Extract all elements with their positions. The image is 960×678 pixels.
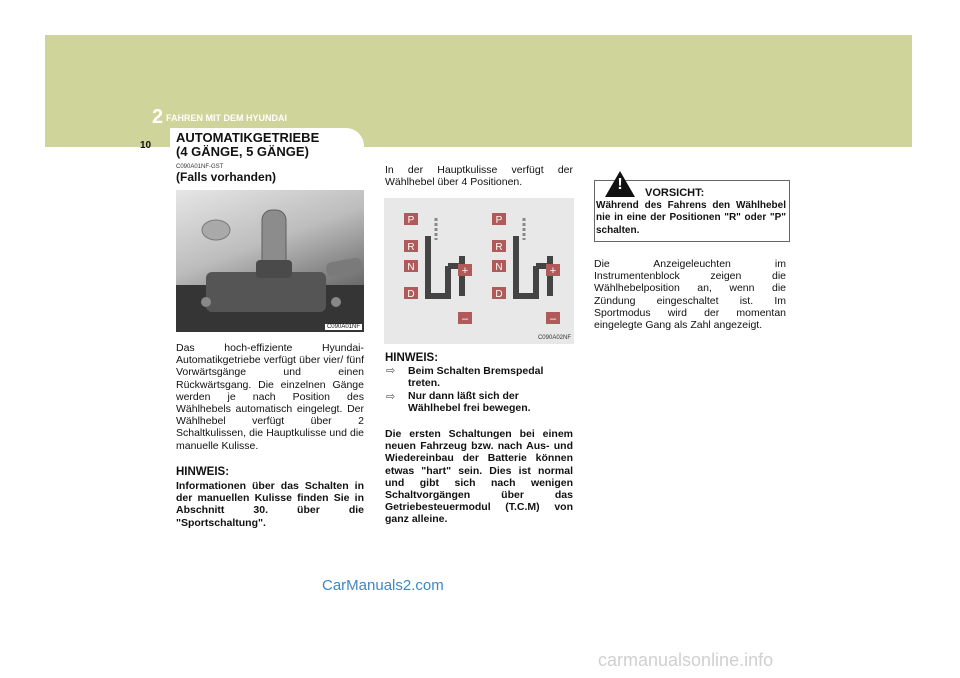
gate-right-minus: – [549, 313, 557, 325]
chapter-title: FAHREN MIT DEM HYUNDAI [166, 113, 287, 123]
watermark-carmanualsonline: carmanualsonline.info [598, 650, 774, 670]
col1-paragraph: Das hoch-effiziente Hyundai-Automatikgetriebe verfügt über vier/ fünf Vorwärtsgänge und einen Rückwärtsgang. Die einzelnen Gänge werden je nach Position des Wählhebels automatisch eingelegt. Der Wählhebel verfügt über 2 Schaltkulissen, die Hauptkulisse und die manuelle Kulisse. [176, 342, 364, 452]
watermark-carmanuals2: CarManuals2.com [322, 577, 444, 594]
section-code: C090A01NF-GST [176, 164, 224, 170]
section-title-line1: AUTOMATIKGETRIEBE [176, 130, 320, 145]
gear-selector-photo [176, 190, 364, 332]
shift-gate-illustration [384, 198, 574, 344]
col2-note: Die ersten Schaltungen bei einem neuen Fahrzeug bzw. nach Aus- und Wiedereinbau der Batterie können etwas "hart" sein. Dies ist normal und gibt sich nach wenigen Schaltvorgängen über das Getriebesteuermodul (T.C.M) von ganz alleine. [385, 428, 573, 526]
section-subtitle: (Falls vorhanden) [176, 170, 277, 184]
shift-gate-diagram [384, 198, 574, 344]
chapter-number: 2 [152, 106, 164, 128]
gate-left-r: R [407, 242, 415, 253]
step-2: Nur dann läßt sich der Wählhebel frei bewegen. [408, 390, 531, 414]
arrow-right-icon: ⇨ [386, 391, 396, 403]
gate-left-plus: + [461, 265, 469, 277]
gate-right-n: N [495, 262, 503, 273]
section-title [176, 131, 319, 159]
photo-label: C090A01NF [326, 324, 360, 330]
gate-left-minus: – [461, 313, 469, 325]
col2-hinweis-title: HINWEIS: [385, 352, 439, 364]
gear-lever-illustration [176, 190, 364, 332]
warning-title: VORSICHT: [645, 187, 705, 199]
warning-exclamation-icon: ! [617, 176, 623, 193]
col2-paragraph: In der Hauptkulisse verfügt der Wählhebel über 4 Positionen. [385, 164, 573, 189]
gate-right-plus: + [549, 265, 557, 277]
page-number: 10 [140, 140, 152, 151]
gate-right-r: R [495, 242, 503, 253]
step-1: Beim Schalten Bremspedal treten. [408, 365, 544, 389]
gate-left [404, 213, 472, 325]
warning-text: Während des Fahrens den Wählhebel nie in eine der Positionen "R" oder "P" schalten. [596, 200, 786, 236]
gate-left-d: D [407, 289, 415, 300]
diagram-label: C090A02NF [537, 335, 571, 341]
arrow-right-icon: ⇨ [386, 365, 396, 377]
col1-hinweis-text: Informationen über das Schalten in der manuellen Kulisse finden Sie in Abschnitt 30. über die "Sportschaltung". [176, 480, 364, 529]
section-title-line2: (4 GÄNGE, 5 GÄNGE) [176, 144, 309, 159]
col3-paragraph: Die Anzeigeleuchten im Instrumentenblock zeigen die Wählhebelposition an, wenn die Zündung eingeschaltet ist. Im Sportmodus wird der momentan eingelegte Gang als Zahl angezeigt. [594, 258, 786, 332]
col1-hinweis-title: HINWEIS: [176, 466, 230, 478]
gate-right [492, 213, 560, 325]
gate-right-d: D [495, 289, 503, 300]
gate-right-p: P [495, 215, 503, 226]
gate-left-n: N [407, 262, 415, 273]
gate-left-p: P [407, 215, 415, 226]
